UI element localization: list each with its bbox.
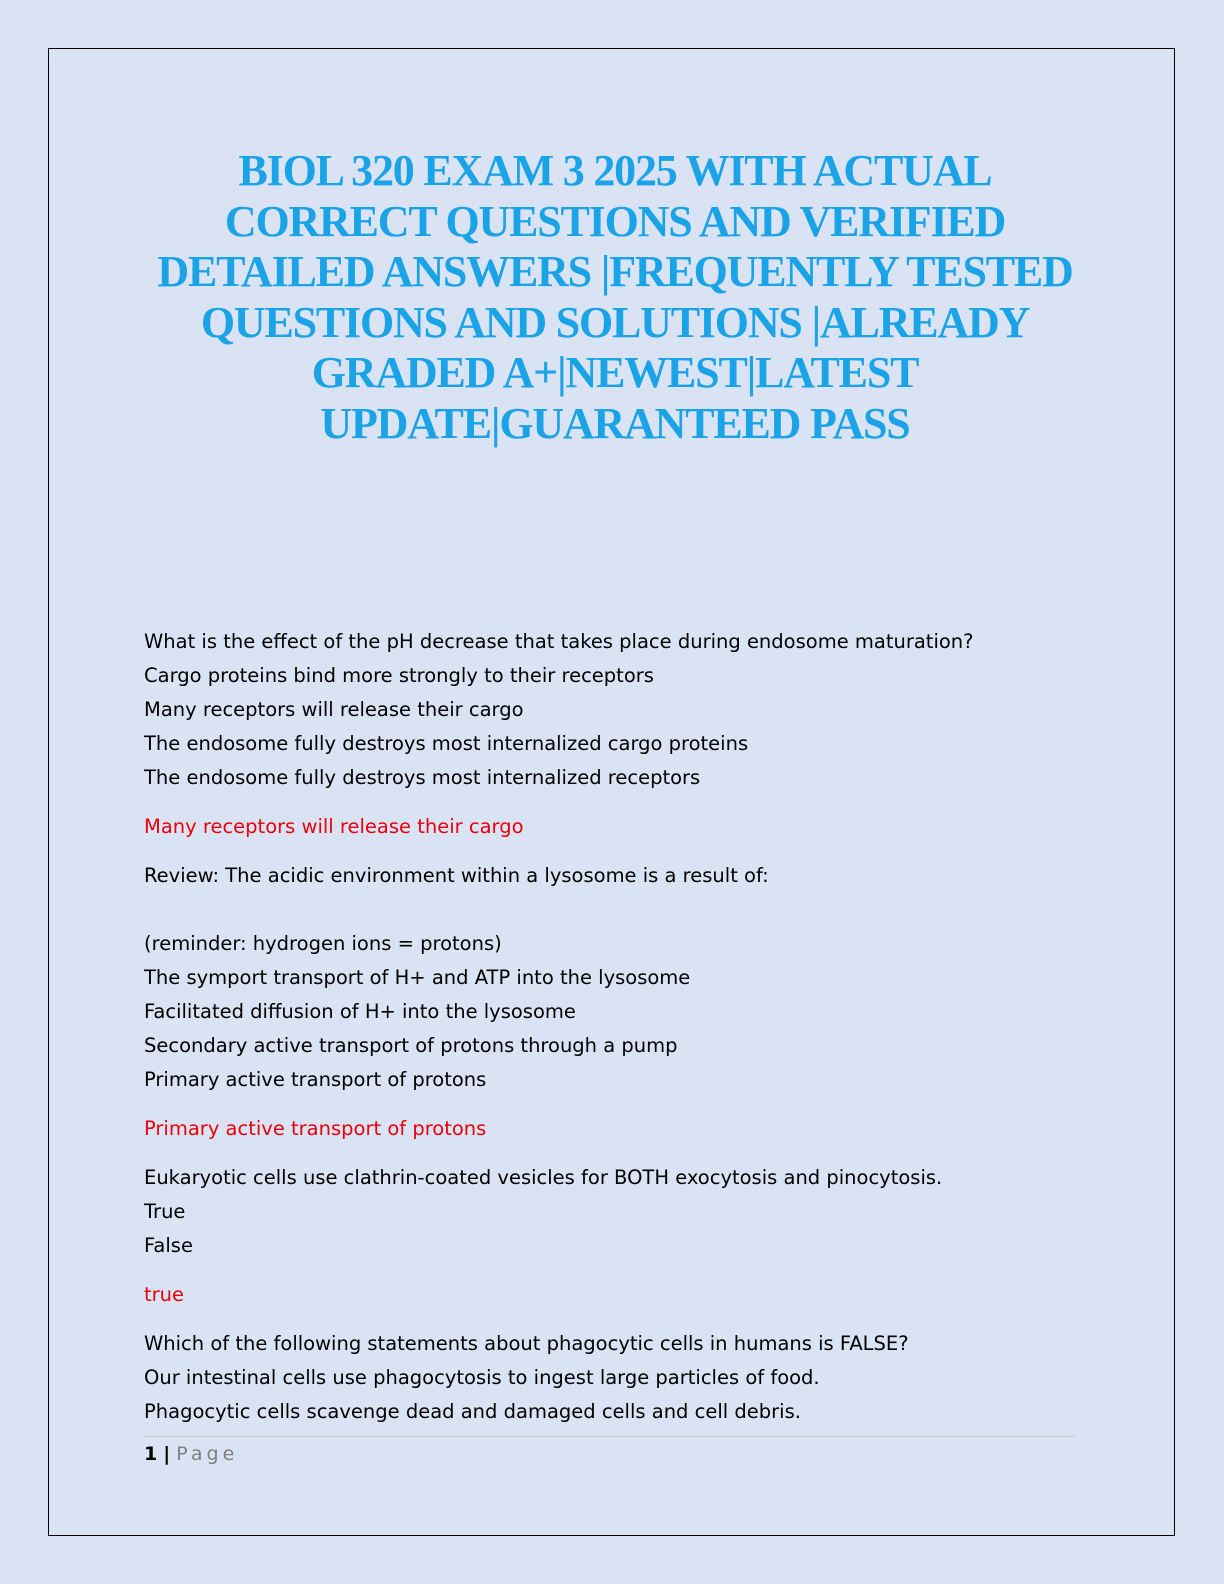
answer-option: False (144, 1234, 193, 1257)
question-prompt: Eukaryotic cells use clathrin-coated vesicles for BOTH exocytosis and pinocytosis. (144, 1166, 943, 1189)
question-prompt: What is the effect of the pH decrease that takes place during endosome maturation? (144, 630, 974, 653)
question-prompt: Review: The acidic environment within a lysosome is a result of: (144, 864, 769, 887)
question-block (144, 859, 1104, 1146)
question-block (144, 625, 1104, 844)
question-block (144, 1161, 1104, 1312)
question-block (144, 1327, 1104, 1429)
answer-option: The endosome fully destroys most internalized cargo proteins (144, 732, 749, 755)
blank-line (144, 893, 1104, 927)
answer-option: True (144, 1200, 186, 1223)
title-line: BIOL 320 EXAM 3 2025 WITH ACTUAL (238, 146, 992, 195)
page-number: 1 (144, 1443, 158, 1465)
answer-option: Many receptors will release their cargo (144, 698, 524, 721)
title-line: CORRECT QUESTIONS AND VERIFIED (224, 196, 1006, 246)
answer-option: Secondary active transport of protons through a pump (144, 1034, 678, 1057)
question-note: (reminder: hydrogen ions = protons) (144, 932, 502, 955)
footer-separator: | (163, 1443, 171, 1465)
footer-divider (144, 1436, 1075, 1437)
answer-option: Phagocytic cells scavenge dead and damaged cells and cell debris. (144, 1400, 801, 1423)
title-line: DETAILED ANSWERS |FREQUENTLY TESTED (157, 247, 1073, 296)
title-line: UPDATE|GUARANTEED PASS (320, 398, 910, 448)
answer-option: Our intestinal cells use phagocytosis to ingest large particles of food. (144, 1366, 820, 1389)
question-prompt: Which of the following statements about phagocytic cells in humans is FALSE? (144, 1332, 909, 1355)
correct-answer: Primary active transport of protons (144, 1117, 487, 1140)
answer-option: Facilitated diffusion of H+ into the lysosome (144, 1000, 576, 1023)
answer-option: Cargo proteins bind more strongly to their receptors (144, 664, 654, 687)
answer-option: The endosome fully destroys most internalized receptors (144, 766, 701, 789)
answer-option: Primary active transport of protons (144, 1068, 487, 1091)
title-line: GRADED A+|NEWEST|LATEST (311, 348, 919, 397)
page-label: Page (176, 1443, 239, 1465)
title-line: QUESTIONS AND SOLUTIONS |ALREADY (200, 297, 1030, 347)
question-list (144, 625, 1104, 1429)
correct-answer: Many receptors will release their cargo (144, 815, 524, 838)
correct-answer: true (144, 1283, 185, 1306)
document-title (120, 146, 1110, 449)
page-footer (144, 1440, 238, 1468)
answer-option: The symport transport of H+ and ATP into the lysosome (144, 966, 691, 989)
